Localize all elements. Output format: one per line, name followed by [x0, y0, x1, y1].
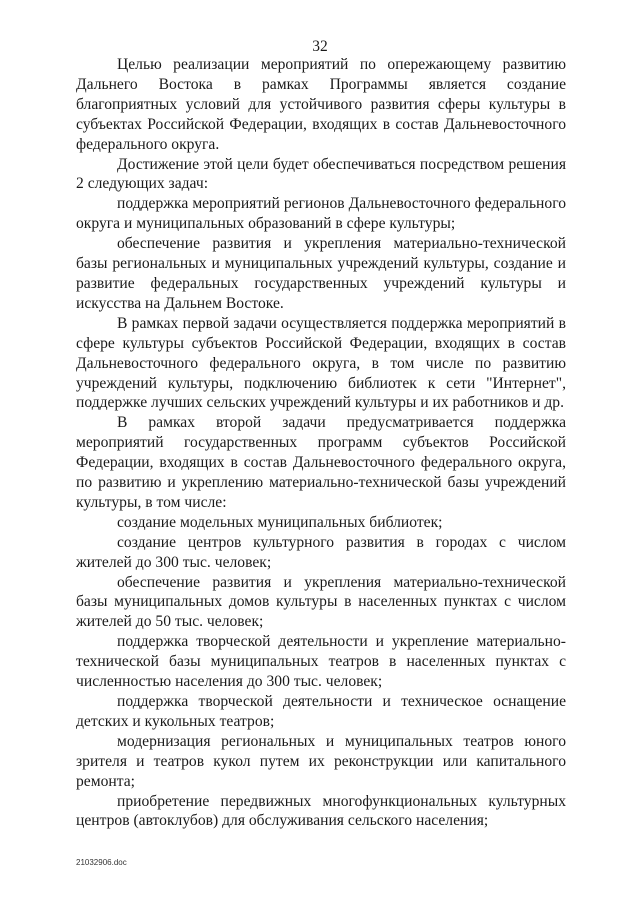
paragraph-goal: Целью реализации мероприятий по опережающему развитию Дальнего Востока в рамках Программы является создание благоприятных условий для устойчивого развития сферы культуры в субъектах Российской Федерации, входящих в состав Дальневосточного федерального округа. — [76, 56, 566, 153]
paragraph-task-1: поддержка мероприятий регионов Дальневосточного федерального округа и муниципальных образований в сфере культуры; — [76, 195, 566, 233]
list-item-houses-of-culture: обеспечение развития и укрепления материально-технической базы муниципальных домов культуры в населенных пунктах с числом жителей до 50 тыс. человек; — [76, 573, 566, 631]
paragraph-first-task: В рамках первой задачи осуществляется поддержка мероприятий в сфере культуры субъектов Российской Федерации, входящих в состав Дальневосточного федерального округа, в том числе по развитию учреждений культуры, подключению библиотек к сети "Интернет", поддержке лучших сельских учреждений культуры и их работников и др. — [76, 314, 566, 412]
list-item-model-libraries: создание модельных муниципальных библиотек; — [117, 513, 443, 531]
paragraph-task-2: обеспечение развития и укрепления материально-технической базы региональных и муниципальных учреждений культуры, создание и развитие федеральных государственных учреждений культуры и искусства на Дальнем Востоке. — [76, 235, 566, 312]
list-item-autoclubs: приобретение передвижных многофункциональных культурных центров (автоклубов) для обслуживания сельского населения; — [76, 792, 566, 830]
list-item-children-theatres: поддержка творческой деятельности и техническое оснащение детских и кукольных театров; — [76, 693, 566, 730]
document-body — [76, 55, 566, 831]
list-item-cultural-centers: создание центров культурного развития в городах с числом жителей до 300 тыс. человек; — [76, 533, 566, 571]
paragraph-second-task: В рамках второй задачи предусматривается поддержка мероприятий государственных программ субъектов Российской Федерации, входящих в состав Дальневосточного федерального округа, по развитию и укреплению материально-технической базы учреждений культуры, в том числе: — [76, 414, 566, 511]
list-item-municipal-theatres: поддержка творческой деятельности и укрепление материально-технической базы муниципальных театров в населенных пунктах с численностью населения до 300 тыс. человек; — [76, 633, 566, 691]
footer-filename: 21032906.doc — [76, 858, 127, 867]
paragraph-tasks-intro: Достижение этой цели будет обеспечиваться посредством решения 2 следующих задач: — [76, 155, 566, 193]
list-item-youth-theatres: модернизация региональных и муниципальных театров юного зрителя и театров кукол путем их реконструкции или капитального ремонта; — [76, 732, 566, 790]
page-number: 32 — [312, 38, 328, 55]
